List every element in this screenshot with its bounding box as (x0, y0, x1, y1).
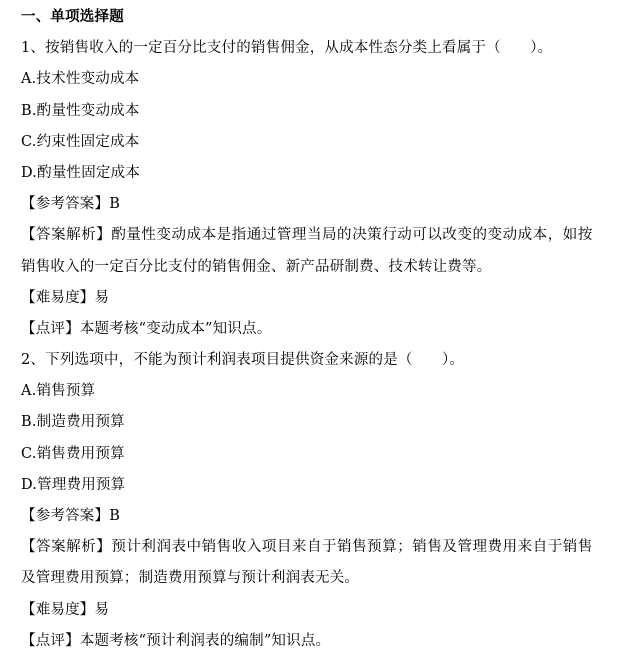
difficulty-value: 易 (94, 601, 110, 618)
question-2-difficulty (21, 595, 621, 626)
question-2-option-c: C.销售费用预算 (21, 445, 125, 462)
answer-tag: 【参考答案】 (21, 508, 110, 524)
question-1-option-c: C.约束性固定成本 (21, 133, 140, 150)
question-2-analysis-line-2: 及管理费用预算；制造费用预算与预计利润表无关。 (21, 570, 360, 587)
comment-tag: 【点评】 (21, 632, 80, 649)
question-1-analysis-line-1 (21, 220, 621, 251)
difficulty-tag: 【难易度】 (21, 601, 95, 618)
question-2-comment (21, 626, 621, 657)
question-1-option-b: B.酌量性变动成本 (21, 102, 140, 119)
answer-value: B (109, 196, 121, 213)
comment-text: 本题考核“预计利润表的编制”知识点。 (79, 632, 331, 649)
question-1-option-d: D.酌量性固定成本 (21, 164, 141, 181)
question-2-answer (21, 501, 621, 532)
analysis-tag: 【答案解析】 (21, 539, 112, 556)
question-1-difficulty (21, 283, 621, 314)
comment-text: 本题考核“变动成本”知识点。 (79, 320, 272, 337)
section-heading: 一、单项选择题 (21, 9, 124, 25)
difficulty-value: 易 (94, 289, 110, 306)
analysis-text: 预计利润表中销售收入项目来自于销售预算；销售及管理费用来自于销售 (111, 539, 593, 556)
comment-tag: 【点评】 (21, 320, 80, 337)
analysis-tag: 【答案解析】 (21, 227, 112, 244)
question-1-stem: 1、按销售收入的一定百分比支付的销售佣金，从成本性态分类上看属于（ ）。 (21, 40, 553, 57)
question-2-stem: 2、下列选项中，不能为预计利润表项目提供资金来源的是（ ）。 (21, 352, 465, 369)
answer-tag: 【参考答案】 (21, 196, 110, 213)
document-body (21, 2, 621, 657)
question-2-analysis-line-1 (21, 532, 621, 563)
question-2-option-d: D.管理费用预算 (21, 476, 126, 493)
analysis-text: 酌量性变动成本是指通过管理当局的决策行动可以改变的变动成本，如按 (111, 227, 593, 244)
question-1-option-a: A.技术性变动成本 (21, 71, 140, 88)
answer-value: B (109, 508, 121, 524)
question-1-answer (21, 189, 621, 220)
difficulty-tag: 【难易度】 (21, 289, 95, 306)
question-1-analysis-line-2: 销售收入的一定百分比支付的销售佣金、新产品研制费、技术转让费等。 (21, 258, 492, 275)
question-2-option-a: A.销售预算 (21, 383, 96, 400)
question-1-comment (21, 314, 621, 345)
question-2-option-b: B.制造费用预算 (21, 414, 125, 431)
